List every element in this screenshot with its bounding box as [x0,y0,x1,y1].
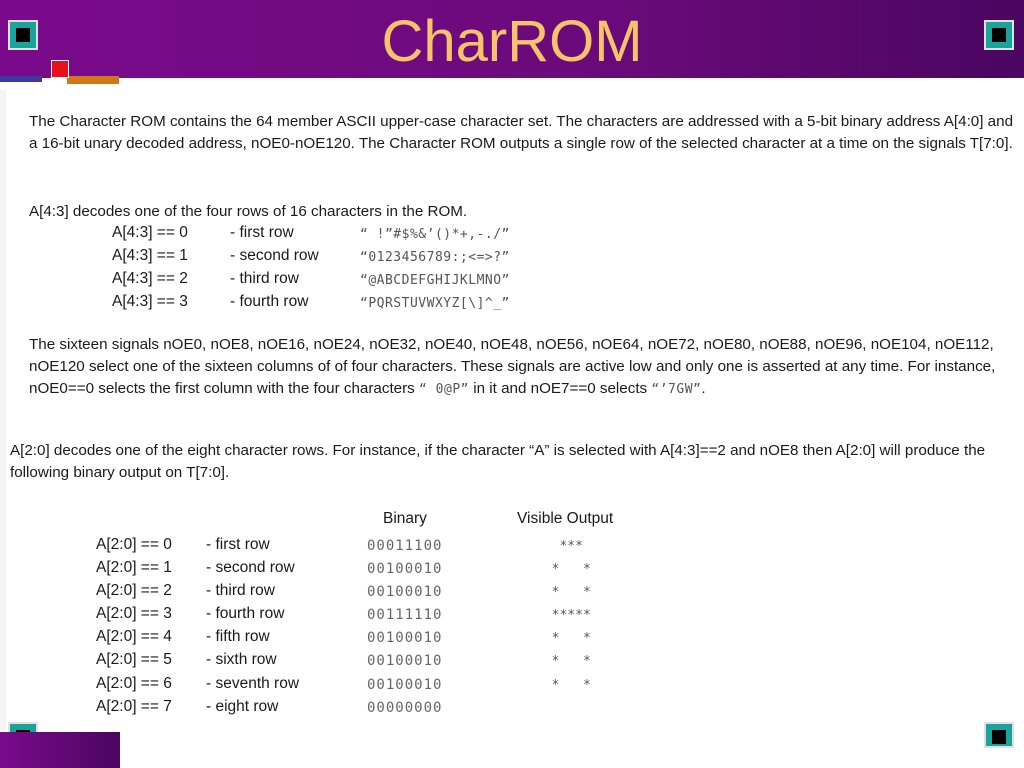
address-label: A[2:0] == 7 [96,698,172,715]
address-label: A[4:3] == 1 [112,247,188,264]
visible-output: * * [536,654,591,669]
address-label: A[2:0] == 2 [96,582,172,599]
visible-output: * * [536,562,591,577]
address-label: A[4:3] == 2 [112,270,188,287]
address-label: A[2:0] == 4 [96,628,172,645]
corner-square-icon [8,20,38,50]
example-characters: “ 0@P” [419,382,469,397]
visible-output: *** [536,539,583,554]
binary-value: 00100010 [367,630,443,646]
binary-value: 00011100 [367,538,443,554]
row-description: - fourth row [206,605,285,622]
example-characters: “’7GW” [651,382,702,397]
decor-bar [67,76,119,84]
row-description: - seventh row [206,675,300,692]
period: . [701,380,706,397]
row-decode-paragraph: A[4:3] decodes one of the four rows of 16 characters in the ROM. [29,203,468,220]
character-set: “0123456789:;<=>?” [360,250,510,265]
character-set: “@ABCDEFGHIJKLMNO” [360,273,510,288]
address-label: A[2:0] == 5 [96,651,172,668]
corner-square-icon [984,722,1014,748]
visible-output: * * [536,678,591,693]
footer-bar [0,732,120,768]
visible-output: * * [536,631,591,646]
row-description: - fourth row [230,293,309,310]
column-select-paragraph [29,334,1019,401]
binary-value: 00000000 [367,700,443,716]
row-description: - fifth row [206,628,270,645]
decor-square [51,60,69,78]
address-label: A[4:3] == 0 [112,224,188,241]
binary-value: 00111110 [367,607,443,623]
margin-strip [0,90,6,730]
visible-output: * * [536,585,591,600]
binary-value: 00100010 [367,677,443,693]
visible-output: ***** [536,608,591,623]
row-description: - second row [206,559,295,576]
row-description: - first row [230,224,294,241]
binary-value: 00100010 [367,653,443,669]
char-row-paragraph: A[2:0] decodes one of the eight character rows. For instance, if the character “A” is selected with A[4:3]==2 and nOE8 then A[2:0] will produce the following binary output on T[7:0]. [10,442,986,481]
row-description: - third row [230,270,299,287]
binary-value: 00100010 [367,584,443,600]
character-set: “PQRSTUVWXYZ[\]^_” [360,296,510,311]
row-description: - first row [206,536,270,553]
column-select-text: The sixteen signals nOE0, nOE8, nOE16, nOE24, nOE32, nOE40, nOE48, nOE56, nOE64, nOE72, nOE80, nOE88, nOE96, nOE104, nOE112, nOE120 select one of the sixteen columns of of four characters. These signals are active low and only one is asserted at any time. For instance, nOE0==0 selects the first column with the four characters [29,336,996,397]
character-set: “ !”#$%&’()*+,-./” [360,227,510,242]
address-label: A[2:0] == 1 [96,559,172,576]
slide-title: CharROM [381,9,643,74]
row-description: - sixth row [206,651,277,668]
binary-value: 00100010 [367,561,443,577]
intro-paragraph: The Character ROM contains the 64 member ASCII upper-case character set. The characters are addressed with a 5-bit binary address A[4:0] and a 16-bit unary decoded address, nOE0-nOE120. The Character ROM outputs a single row of the selected character at a time on the signals T[7:0]. [29,113,1014,152]
corner-square-icon [984,20,1014,50]
address-label: A[2:0] == 6 [96,675,172,692]
row-description: - eight row [206,698,279,715]
visible-output-column-header: Visible Output [517,510,614,527]
row-description: - third row [206,582,275,599]
binary-column-header: Binary [383,510,427,527]
address-label: A[4:3] == 3 [112,293,188,310]
address-label: A[2:0] == 3 [96,605,172,622]
address-label: A[2:0] == 0 [96,536,172,553]
row-description: - second row [230,247,319,264]
decor-bar [0,76,42,82]
column-select-text: in it and nOE7==0 selects [473,380,648,397]
